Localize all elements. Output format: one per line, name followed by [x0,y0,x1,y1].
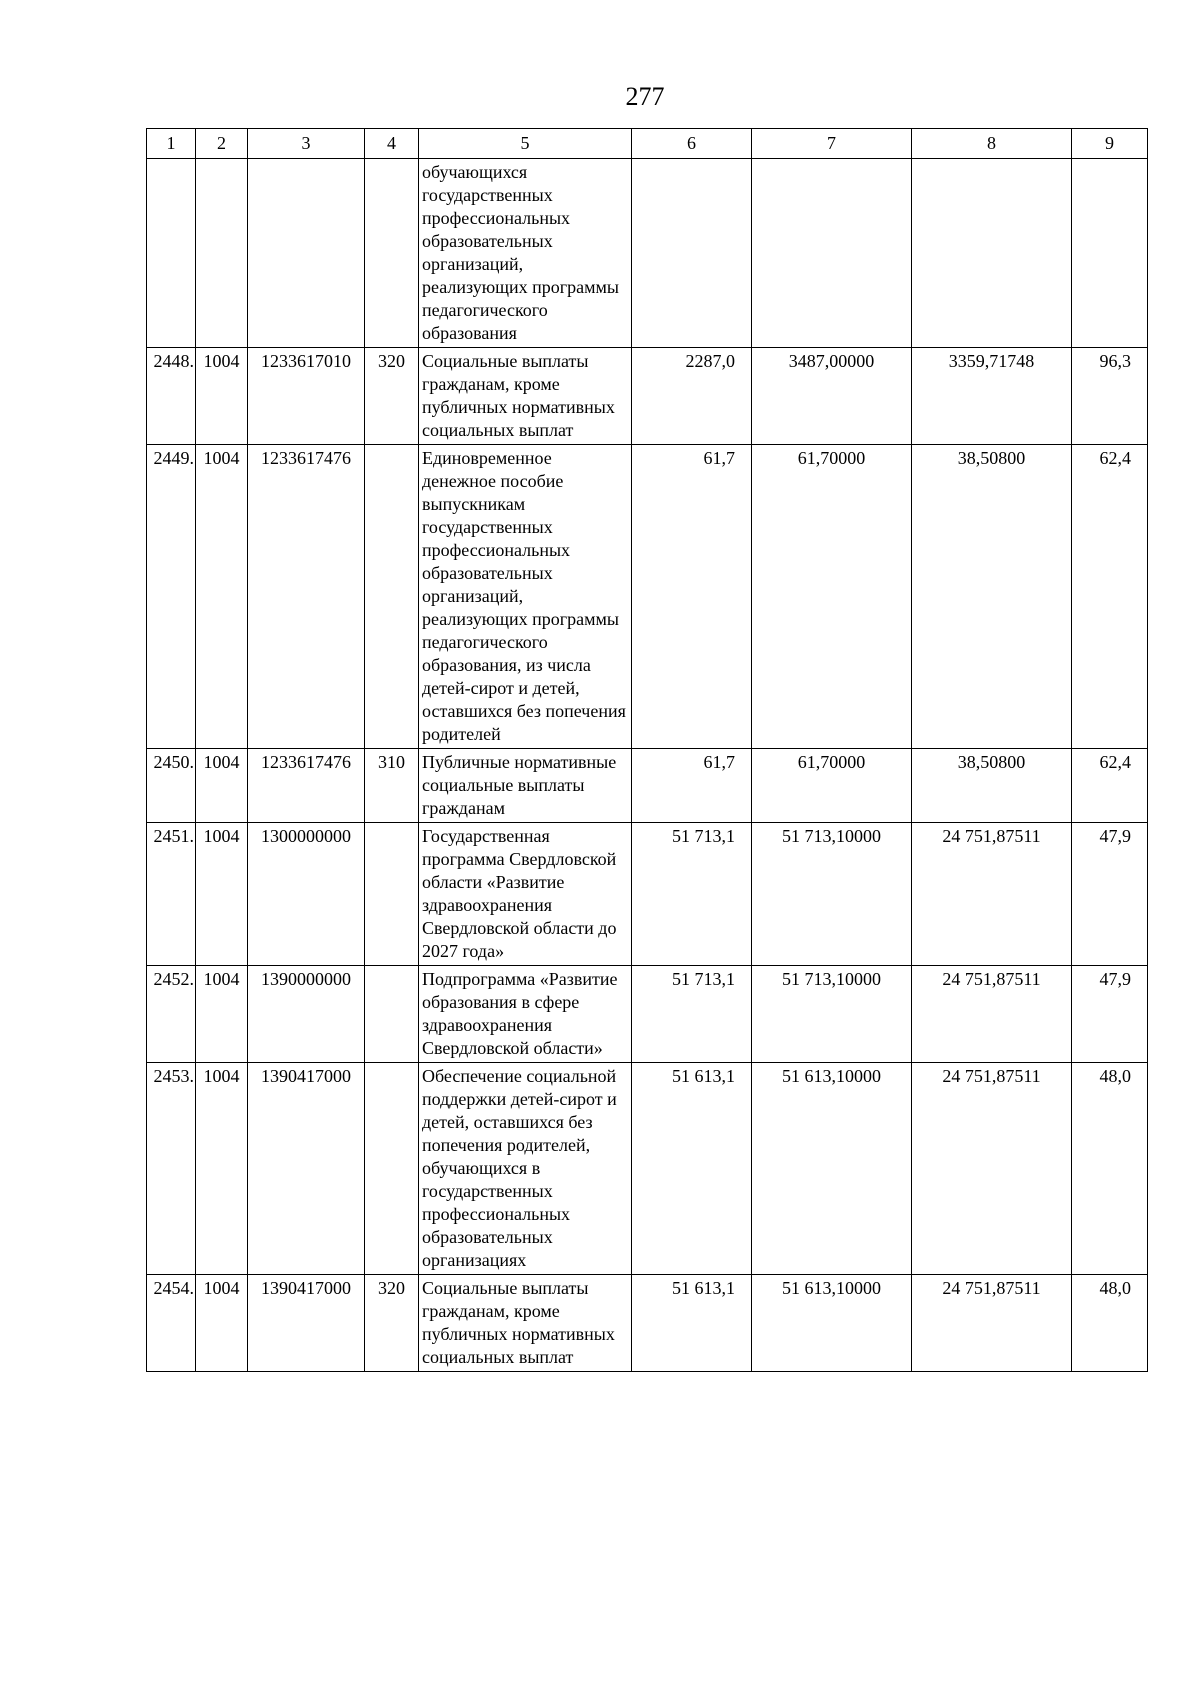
column-header: 4 [365,129,419,159]
column-header: 6 [632,129,752,159]
value-col8: 3359,71748 [912,348,1072,445]
table-row [147,445,1148,749]
value-col8: 24 751,87511 [912,1063,1072,1275]
row-number [147,159,196,348]
value-col8: 24 751,87511 [912,966,1072,1063]
target-code: 1233617476 [248,445,365,749]
target-code: 1300000000 [248,823,365,966]
value-col8 [912,159,1072,348]
value-col7: 3487,00000 [752,348,912,445]
description: Социальные выплаты гражданам, кроме публичных нормативных социальных выплат [419,1275,632,1372]
column-header: 8 [912,129,1072,159]
value-col8: 38,50800 [912,445,1072,749]
value-col9: 62,4 [1072,749,1148,823]
row-number: 2453. [147,1063,196,1275]
page-number: 277 [625,82,665,111]
expense-type [365,445,419,749]
table-row [147,749,1148,823]
value-col6: 51 613,1 [632,1063,752,1275]
section-code: 1004 [196,823,248,966]
column-header: 9 [1072,129,1148,159]
description: Государственная программа Свердловской области «Развитие здравоохранения Свердловской области до 2027 года» [419,823,632,966]
value-col9: 47,9 [1072,823,1148,966]
description: обучающихся государственных профессиональных образовательных организаций, реализующих программы педагогического образования [419,159,632,348]
table-row [147,966,1148,1063]
section-code: 1004 [196,749,248,823]
value-col9: 48,0 [1072,1063,1148,1275]
value-col8: 24 751,87511 [912,823,1072,966]
value-col6: 61,7 [632,749,752,823]
value-col9: 48,0 [1072,1275,1148,1372]
expense-type: 320 [365,348,419,445]
value-col9: 96,3 [1072,348,1148,445]
row-number: 2451. [147,823,196,966]
table-row [147,1275,1148,1372]
table-row [147,348,1148,445]
value-col7 [752,159,912,348]
column-header: 2 [196,129,248,159]
target-code: 1390417000 [248,1063,365,1275]
value-col8: 24 751,87511 [912,1275,1072,1372]
section-code: 1004 [196,348,248,445]
value-col7: 51 613,10000 [752,1275,912,1372]
expense-type [365,1063,419,1275]
row-number: 2450. [147,749,196,823]
value-col9: 47,9 [1072,966,1148,1063]
table-header-row [147,129,1148,159]
description: Социальные выплаты гражданам, кроме публичных нормативных социальных выплат [419,348,632,445]
value-col8: 38,50800 [912,749,1072,823]
table-row [147,823,1148,966]
value-col6: 51 613,1 [632,1275,752,1372]
value-col9 [1072,159,1148,348]
target-code: 1233617476 [248,749,365,823]
row-number: 2449. [147,445,196,749]
description: Публичные нормативные социальные выплаты гражданам [419,749,632,823]
expense-type [365,823,419,966]
target-code: 1390000000 [248,966,365,1063]
section-code: 1004 [196,966,248,1063]
section-code: 1004 [196,1063,248,1275]
table-row [147,1063,1148,1275]
expense-type [365,159,419,348]
value-col7: 51 713,10000 [752,966,912,1063]
section-code [196,159,248,348]
value-col9: 62,4 [1072,445,1148,749]
section-code: 1004 [196,1275,248,1372]
budget-table [146,128,1148,1372]
expense-type [365,966,419,1063]
section-code: 1004 [196,445,248,749]
row-number: 2454. [147,1275,196,1372]
value-col7: 61,70000 [752,445,912,749]
target-code: 1390417000 [248,1275,365,1372]
column-header: 7 [752,129,912,159]
row-number: 2452. [147,966,196,1063]
description: Подпрограмма «Развитие образования в сфере здравоохранения Свердловской области» [419,966,632,1063]
column-header: 5 [419,129,632,159]
expense-type: 320 [365,1275,419,1372]
target-code: 1233617010 [248,348,365,445]
value-col6: 51 713,1 [632,823,752,966]
target-code [248,159,365,348]
column-header: 1 [147,129,196,159]
value-col6: 51 713,1 [632,966,752,1063]
value-col7: 61,70000 [752,749,912,823]
description: Обеспечение социальной поддержки детей-сирот и детей, оставшихся без попечения родителей, обучающихся в государственных профессиональных образовательных организациях [419,1063,632,1275]
value-col7: 51 613,10000 [752,1063,912,1275]
value-col6: 2287,0 [632,348,752,445]
description: Единовременное денежное пособие выпускникам государственных профессиональных образовательных организаций, реализующих программы педагогического образования, из числа детей-сирот и детей, оставшихся без попечения родителей [419,445,632,749]
column-header: 3 [248,129,365,159]
expense-type: 310 [365,749,419,823]
value-col6 [632,159,752,348]
value-col6: 61,7 [632,445,752,749]
table-row [147,159,1148,348]
value-col7: 51 713,10000 [752,823,912,966]
row-number: 2448. [147,348,196,445]
